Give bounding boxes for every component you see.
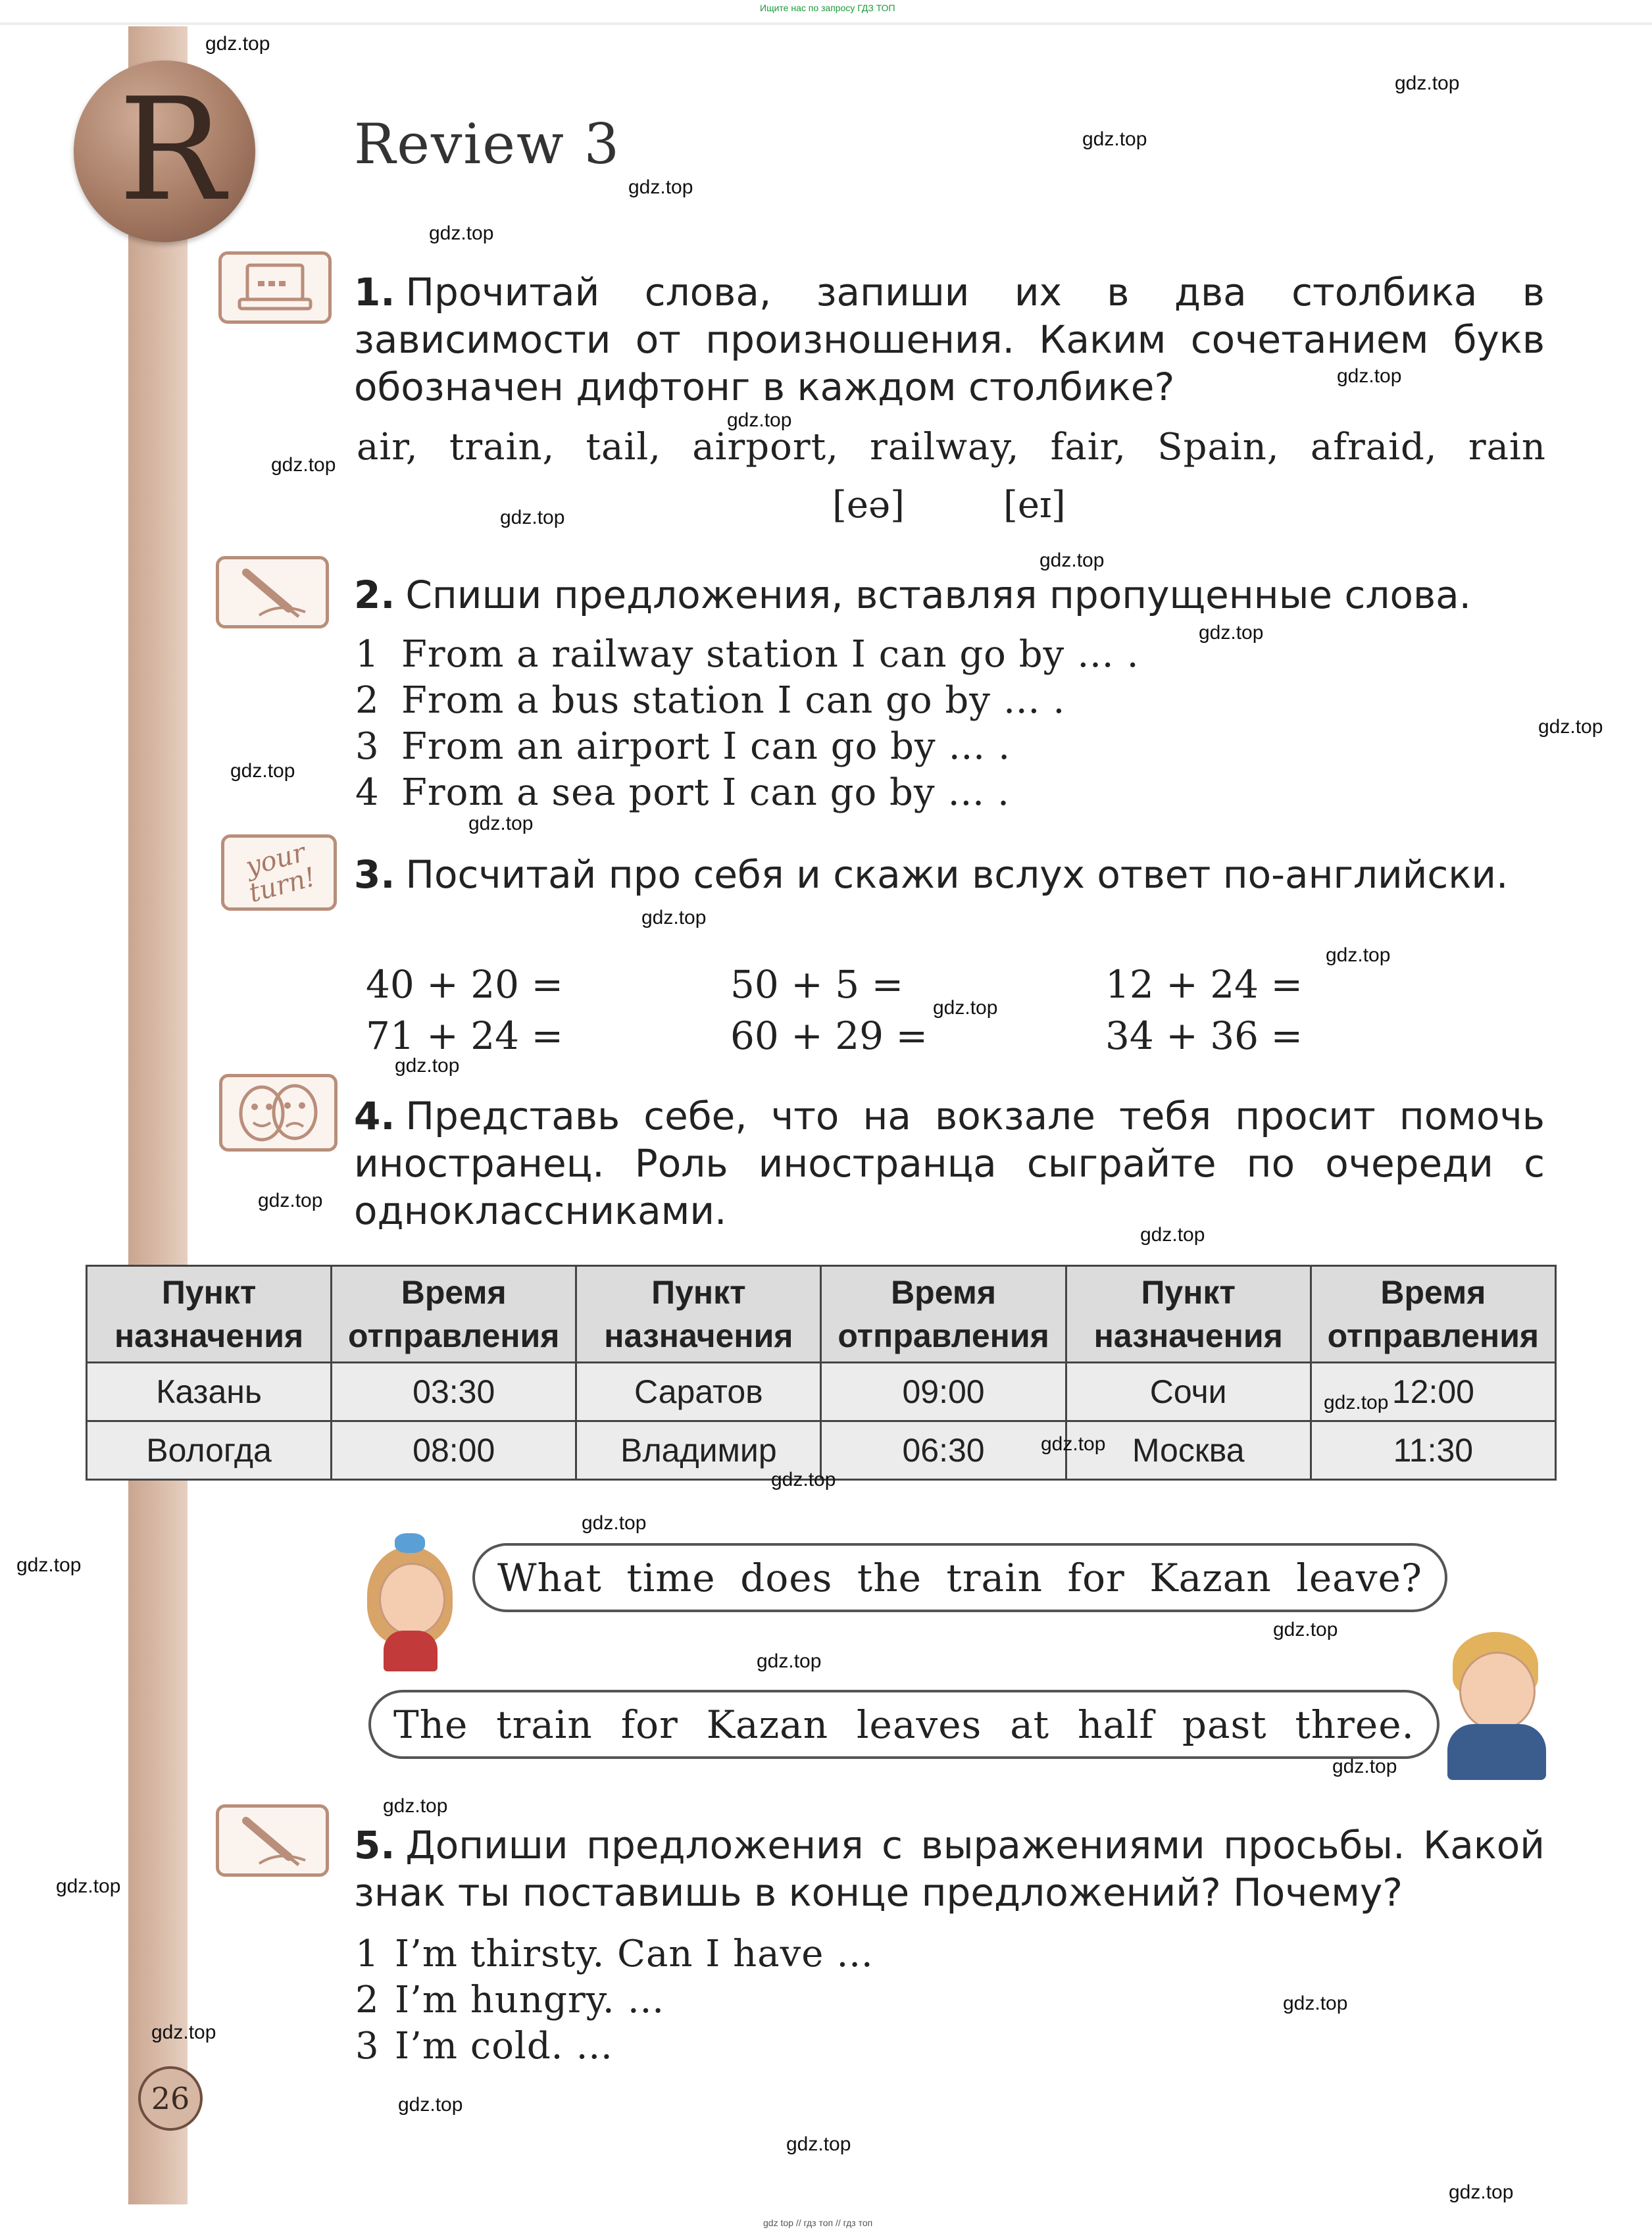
table-cell: Казань [87, 1363, 332, 1421]
watermark: gdz.top [1039, 549, 1105, 571]
table-cell: 12:00 [1311, 1363, 1555, 1421]
column-header: Пункт назначения [1066, 1266, 1311, 1363]
list-item: 3 From an airport I can go by … . [355, 725, 1011, 768]
task-1-text: Прочитай слова, запиши их в два столбика в зависимости от произношения. Каким сочетанием букв обозначен дифтонг в каждом столбике? [354, 270, 1545, 409]
table-cell: 03:30 [332, 1363, 576, 1421]
equation: 60 + 29 = [730, 1013, 928, 1058]
watermark: gdz.top [1324, 1392, 1389, 1413]
equation: 34 + 36 = [1105, 1013, 1303, 1058]
table-cell: Сочи [1066, 1363, 1311, 1421]
task-1-number: 1. [354, 270, 395, 315]
task-3-number: 3. [354, 852, 395, 897]
answer-speech-bubble: The train for Kazan leaves at half past three. [368, 1690, 1439, 1759]
pen-icon [216, 556, 329, 628]
task-1-words: air, train, tail, airport, railway, fair, Spain, afraid, rain [357, 426, 1546, 469]
watermark: gdz.top [383, 1795, 448, 1817]
watermark: gdz.top [429, 222, 494, 244]
page-sidebar-stripe [128, 26, 188, 2204]
watermark: gdz.top [1140, 1224, 1205, 1246]
task-3-text: Посчитай про себя и скажи вслух ответ по-английски. [405, 852, 1509, 897]
equation: 40 + 20 = [366, 962, 564, 1007]
column-header: Пункт назначения [87, 1266, 332, 1363]
task-4-number: 4. [354, 1094, 395, 1138]
task-4-instruction [354, 1092, 1545, 1234]
task-1-instruction [354, 268, 1545, 411]
watermark: gdz.top [1082, 128, 1147, 150]
task-2-text: Спиши предложения, вставляя пропущенные слова. [405, 572, 1472, 617]
task-1-ipa-column-2: [eɪ] [1003, 484, 1066, 526]
equation: 50 + 5 = [730, 962, 904, 1007]
masks-icon [219, 1074, 338, 1152]
watermark: gdz.top [1538, 716, 1603, 738]
watermark: gdz.top [271, 454, 336, 476]
page-number: 26 [138, 2066, 203, 2131]
top-note: Ищите нас по запросу ГДЗ ТОП [760, 3, 895, 13]
task-5-list [355, 1931, 1276, 2070]
watermark: gdz.top [757, 1650, 822, 1672]
watermark: gdz.top [727, 409, 792, 431]
task-2-list [355, 632, 1342, 816]
list-item: 3 I’m cold. … [355, 2025, 614, 2068]
list-item: 1 From a railway station I can go by … . [355, 633, 1139, 676]
task-5-instruction [354, 1821, 1545, 1916]
list-item: 2 From a bus station I can go by … . [355, 679, 1066, 722]
watermark: gdz.top [468, 813, 534, 834]
question-speech-bubble: What time does the train for Kazan leave? [472, 1543, 1447, 1612]
table-cell: Саратов [576, 1363, 821, 1421]
watermark: gdz.top [1449, 2181, 1514, 2203]
table-cell: 11:30 [1311, 1421, 1555, 1480]
watermark: gdz.top [628, 176, 693, 198]
watermark: gdz.top [933, 997, 998, 1019]
top-border [0, 22, 1652, 25]
column-header: Время отправления [821, 1266, 1066, 1363]
task-2-number: 2. [354, 572, 395, 617]
watermark: gdz.top [205, 33, 270, 55]
watermark: gdz.top [1326, 944, 1391, 966]
watermark: gdz.top [1395, 72, 1460, 94]
column-header: Время отправления [332, 1266, 576, 1363]
your-turn-icon: your turn! [221, 834, 337, 911]
watermark: gdz.top [395, 1055, 460, 1077]
watermark: gdz.top [786, 2133, 851, 2155]
watermark: gdz.top [398, 2094, 463, 2116]
table-cell: 08:00 [332, 1421, 576, 1480]
table-cell: Москва [1066, 1421, 1311, 1480]
watermark: gdz.top [151, 2021, 216, 2043]
watermark: gdz.top [56, 1875, 121, 1897]
table-cell: 06:30 [821, 1421, 1066, 1480]
list-item: 2 I’m hungry. … [355, 1979, 665, 2021]
watermark: gdz.top [1199, 622, 1264, 644]
table-header-row [87, 1266, 1556, 1363]
watermark: gdz.top [1273, 1619, 1338, 1640]
table-cell: Вологда [87, 1421, 332, 1480]
watermark: gdz.top [258, 1190, 323, 1211]
task-4-text: Представь себе, что на вокзале тебя просит помочь иностранец. Роль иностранца сыграйте по очереди с одноклассниками. [354, 1094, 1545, 1233]
laptop-icon [218, 251, 332, 324]
equation: 71 + 24 = [366, 1013, 564, 1058]
list-item: 4 From a sea port I can go by … . [355, 771, 1010, 814]
watermark: gdz.top [1332, 1756, 1397, 1777]
equation: 12 + 24 = [1105, 962, 1303, 1007]
watermark: gdz.top [1283, 1993, 1348, 2014]
table-cell: 09:00 [821, 1363, 1066, 1421]
column-header: Пункт назначения [576, 1266, 821, 1363]
watermark: gdz.top [16, 1554, 82, 1576]
bottom-note: gdz top // гдз топ // гдз топ [763, 2218, 873, 2228]
departure-schedule-table [86, 1265, 1557, 1481]
list-item: 1 I’m thirsty. Can I have … [355, 1933, 874, 1975]
watermark: gdz.top [641, 907, 707, 928]
girl-illustration [361, 1533, 459, 1671]
column-header: Время отправления [1311, 1266, 1555, 1363]
table-cell: Владимир [576, 1421, 821, 1480]
task-5-number: 5. [354, 1823, 395, 1868]
watermark: gdz.top [771, 1469, 836, 1490]
watermark: gdz.top [500, 507, 565, 528]
task-2-instruction [354, 571, 1545, 619]
watermark: gdz.top [1337, 365, 1402, 387]
watermark: gdz.top [230, 760, 295, 782]
pen-icon [216, 1804, 329, 1877]
review-badge-letter: R [118, 67, 225, 232]
boy-illustration [1441, 1632, 1553, 1780]
task-5-text: Допиши предложения с выражениями просьбы. Какой знак ты поставишь в конце предложений? Почему? [354, 1823, 1545, 1915]
task-3-instruction [354, 851, 1545, 898]
task-1-ipa-column-1: [eə] [832, 484, 905, 526]
page-title: Review 3 [354, 112, 621, 176]
watermark: gdz.top [1041, 1433, 1106, 1455]
watermark: gdz.top [582, 1512, 647, 1534]
